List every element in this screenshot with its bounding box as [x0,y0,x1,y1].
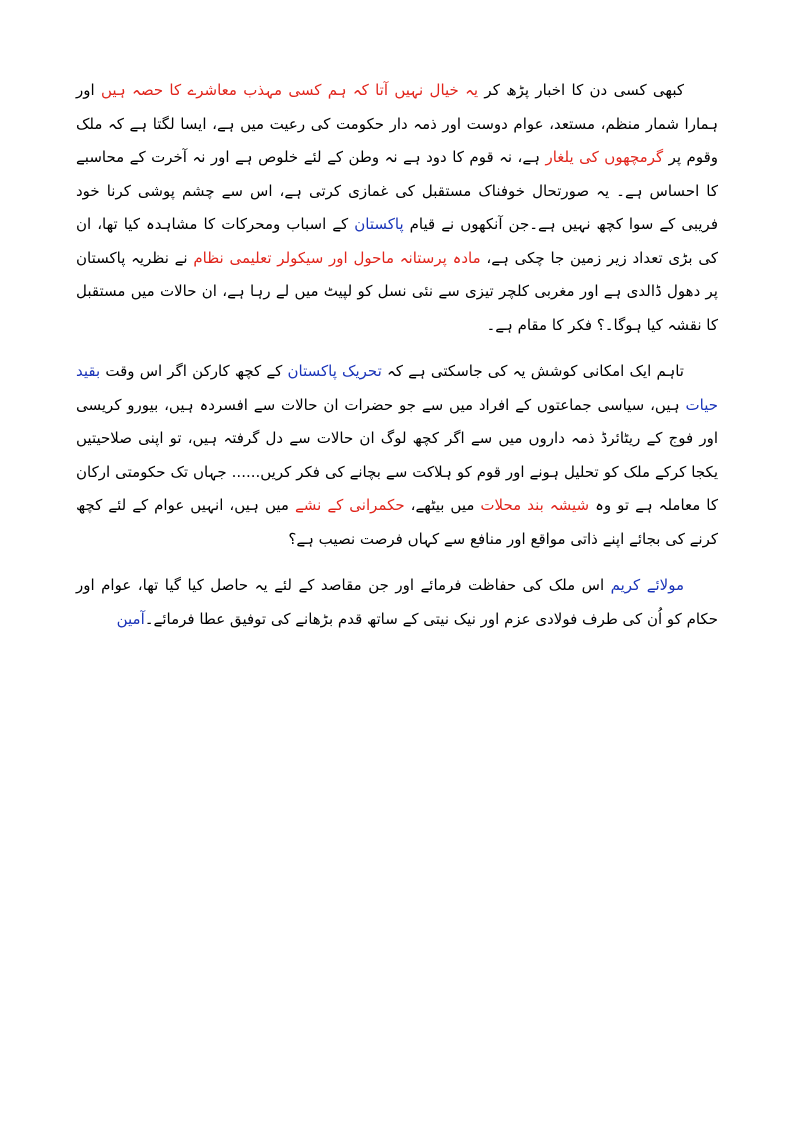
paragraph-1 [76,74,718,342]
paragraph-2 [76,355,718,556]
p1-text: اور ہمارا شمار منظم، مستعد، عوام دوست اور ذمہ دار حکومت کی رعیت میں ہے، ایسا لگتا ہے کہ ملک وقوم پر [76,81,719,166]
p1-text: نے نظریہ پاکستان پر دھول ڈالدی ہے اور مغربی کلچر تیزی سے نئی نسل کو لپیٹ میں لے رہا ہے، ان حالات میں مستقبل کا نقشہ کیا ہوگا۔؟ فکر کا مقام ہے۔ [76,248,718,334]
p2-highlight-tehreek: تحریک پاکستان [287,362,382,380]
paragraph-3 [76,569,718,636]
p1-highlight-pakistan: پاکستان [354,215,404,233]
p1-text: کے اسباب ومحرکات کا مشاہدہ کیا تھا، ان کی بڑی تعداد زیر زمین جا چکی ہے، [76,215,718,267]
p1-highlight-crocodiles: گرمچھوں کی یلغار [545,148,664,166]
p2-text: ہیں، سیاسی جماعتوں کے افراد میں سے جو حضرات ان حالات سے افسردہ ہیں، بیورو کریسی اور فوج کے ریٹائرڈ ذمہ داروں میں سے اگر کچھ لوگ ان حالات سے دل گرفتہ ہیں، تو اپنی صلاحیتیں یکجا کرکے ملک کو تحلیل ہونے اور قوم کو ہلاکت سے بچانے کی فکر کریں...... جہاں تک حکومتی ارکان کا معاملہ ہے تو وہ [76,395,719,514]
p3-highlight-ameen: آمین [116,609,145,628]
p2-highlight-alive: بقید حیات [76,362,718,414]
p2-text: کے کچھ کارکن اگر اس وقت [100,362,288,380]
p2-text: تاہم ایک امکانی کوشش یہ کی جاسکتی ہے کہ [381,362,684,380]
p1-text: کبھی کسی دن کا اخبار پڑھ کر [478,81,684,99]
p2-highlight-glass-palaces: شیشہ بند محلات [480,496,590,514]
p1-highlight-civilized-society: یہ خیال نہیں آتا کہ ہم کسی مہذب معاشرے کا حصہ ہیں [100,81,479,99]
p1-text: ہے، نہ قوم کا دود ہے نہ وطن کے لئے خلوص ہے اور نہ آخرت کے محاسبے کا احساس ہے۔ یہ صورتحال خوفناک مستقبل کی غمازی کرتی ہے، اس سے چشم پوشی کرنا خود فریبی کے سوا کچھ نہیں ہے۔جن آنکھوں نے قیام [76,148,719,233]
p2-highlight-rule-intoxication: حکمرانی کے نشے [294,496,405,514]
p3-highlight-maula-kareem: مولائے کریم [610,576,684,594]
p1-highlight-materialist: مادہ پرستانہ ماحول اور سیکولر تعلیمی نظام [193,248,481,267]
p3-text: اس ملک کی حفاظت فرمائے اور جن مقاصد کے لئے یہ حاصل کیا گیا تھا، عوام اور حکام کو اُن کی طرف فولادی عزم اور نیک نیتی کے ساتھ قدم بڑھانے کی توفیق عطا فرمائے۔ [76,576,718,628]
p2-text: میں ہیں، انہیں عوام کے لئے کچھ کرنے کی بجائے اپنے ذاتی مواقع اور منافع سے کہاں فرصت نصیب ہے؟ [76,496,718,548]
p2-text: میں بیٹھے، [404,496,481,514]
article-body [76,74,718,649]
